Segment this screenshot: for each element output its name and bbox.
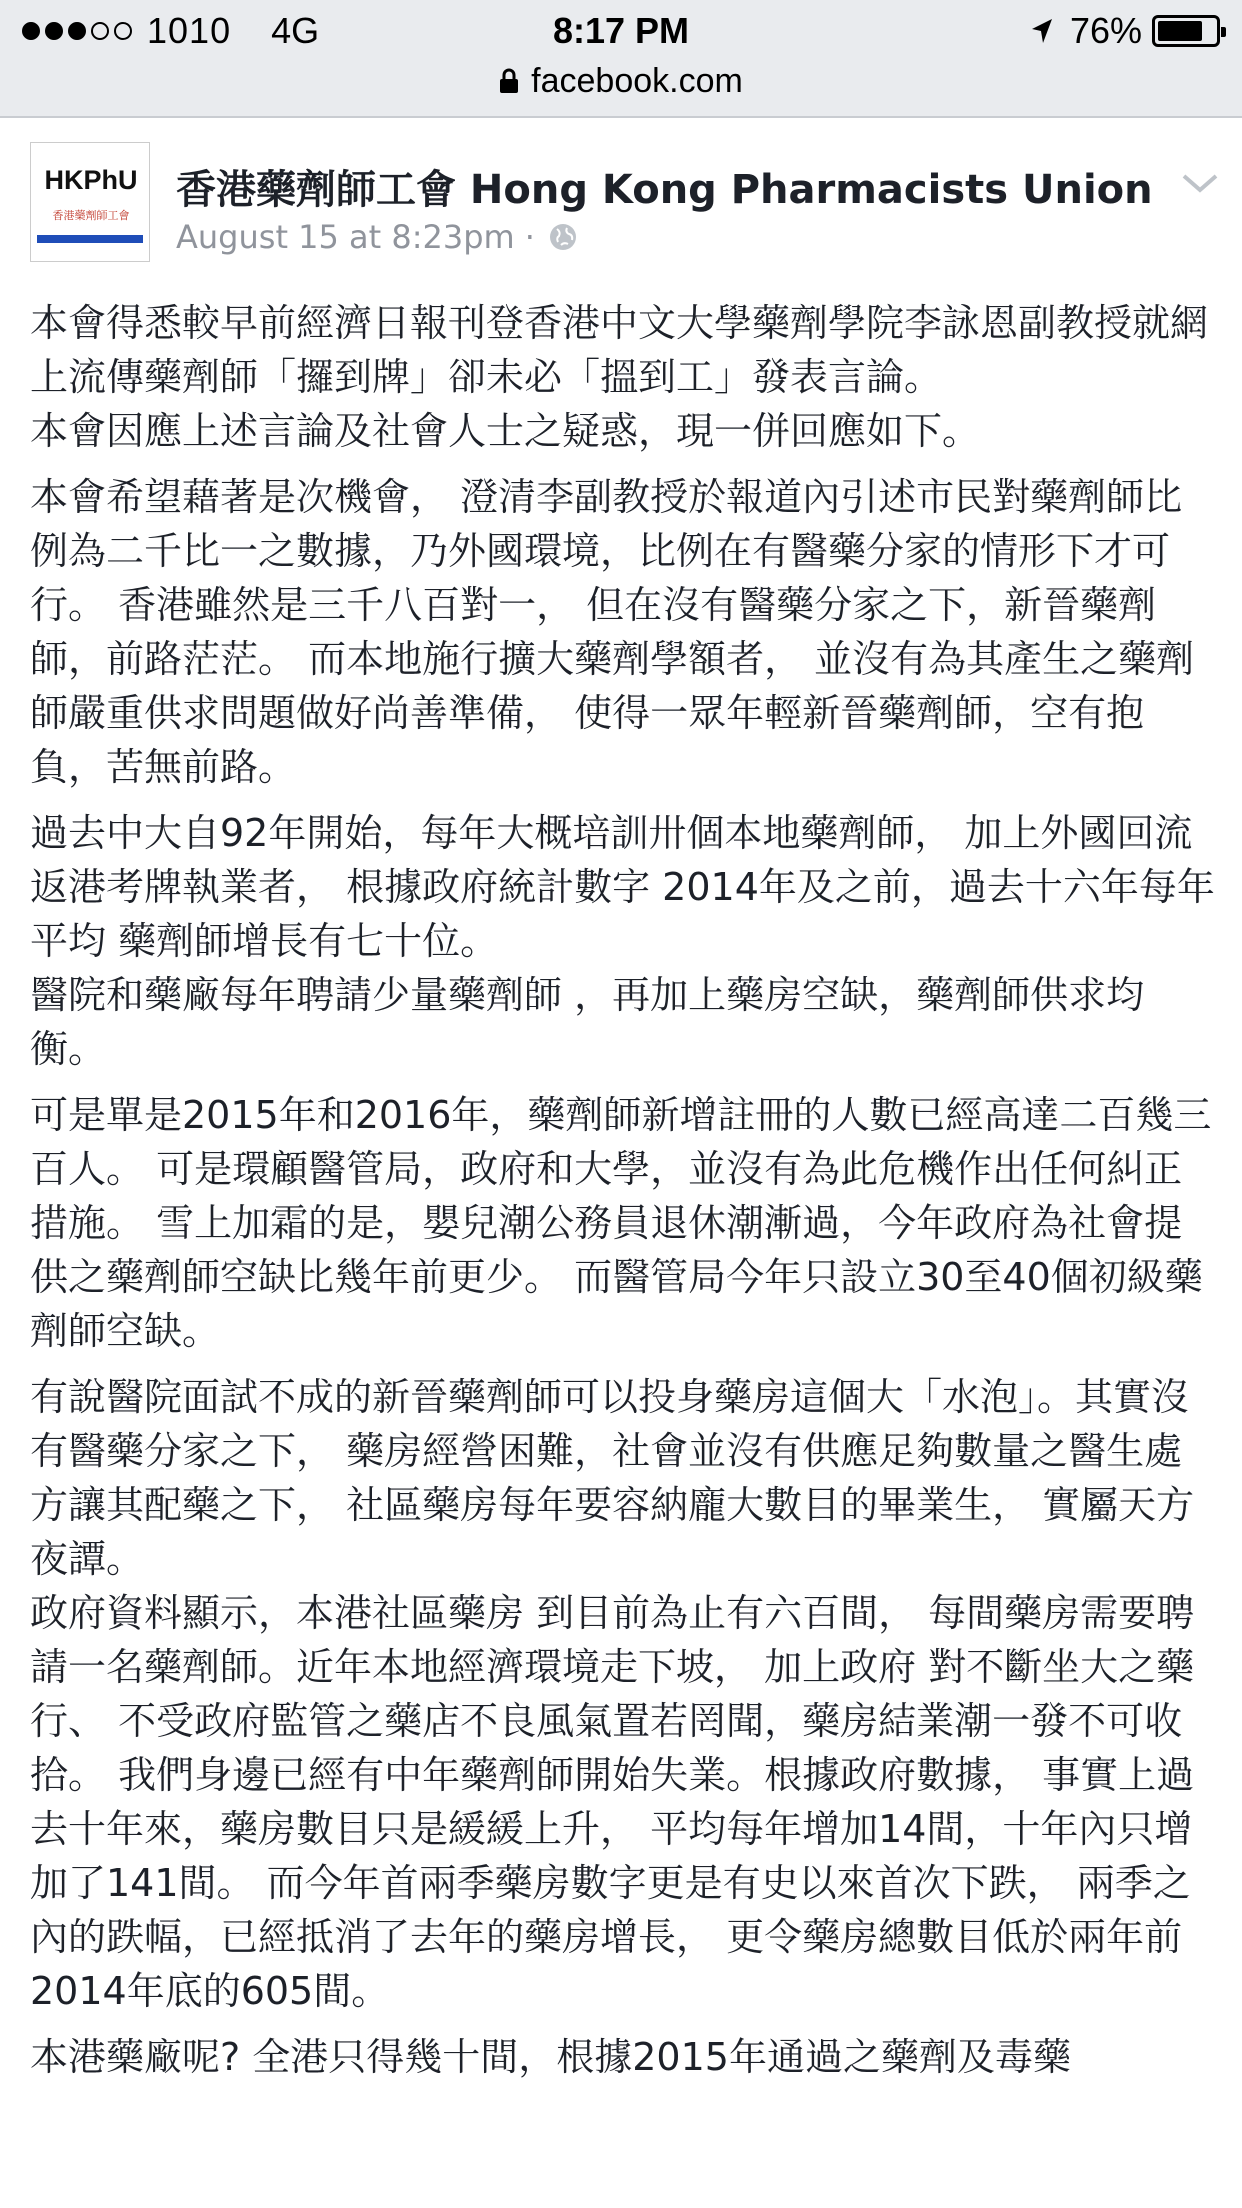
post-paragraph: 本會希望藉著是次機會， 澄清李副教授於報道內引述市民對藥劑師比例為二千比一之數據，乃外國環境，比例在有醫藥分家的情形下才可行。 香港雖然是三千八百對一， 但在沒有醫藥分家之下，新晉藥劑師，前路茫茫。 而本地施行擴大藥劑學額者， 並沒有為其產生之藥劑師嚴重供求問題做好尚善準備， 使得一眾年輕新晉藥劑師，空有抱負，苦無前路。 (30, 475, 1195, 789)
post-paragraph: 可是單是2015年和2016年，藥劑師新增註冊的人數已經高達二百幾三百人。 可是環顧醫管局，政府和大學，並沒有為此危機作出任何糾正措施。 雪上加霜的是，嬰兒潮公務員退休潮漸過，今年政府為社會提供之藥劑師空缺比幾年前更少。 而醫管局今年只設立30至40個初級藥劑師空缺。 (30, 1093, 1212, 1353)
post-timestamp[interactable]: August 15 at 8:23pm (176, 218, 515, 256)
chevron-down-icon[interactable] (1180, 168, 1220, 198)
globe-icon (549, 223, 577, 251)
post-paragraph: 本港藥廠呢? 全港只得幾十間，根據2015年通過之藥劑及毒藥 (30, 2035, 1071, 2079)
carrier-name: 1010 (147, 10, 232, 51)
browser-top-bar (0, 0, 1242, 118)
post-paragraph: 本會得悉較早前經濟日報刊登香港中文大學藥劑學院李詠恩副教授就網上流傳藥劑師「攞到牌」卻未必「搵到工」發表言論。 本會因應上述言論及社會人士之疑惑，現一併回應如下。 (30, 301, 1209, 453)
page-avatar[interactable] (30, 142, 150, 262)
post-body (30, 296, 1220, 2096)
status-time: 8:17 PM (552, 10, 690, 51)
lock-icon (499, 68, 519, 94)
network-type: 4G (271, 10, 320, 51)
battery-tip (1221, 27, 1226, 37)
page-name-link[interactable]: 香港藥劑師工會 Hong Kong Pharmacists Union (176, 167, 1153, 213)
post-paragraph: 過去中大自92年開始，每年大概培訓卅個本地藥劑師， 加上外國回流返港考牌執業者， 根據政府統計數字 2014年及之前，過去十六年每年平均 藥劑師增長有七十位。 醫院和藥廠每年聘請少量藥劑師 ，再加上藥房空缺，藥劑師供求均衡。 (30, 811, 1215, 1071)
battery-fill (1158, 21, 1202, 41)
post-meta (176, 218, 577, 256)
battery-percent: 76% (1069, 10, 1142, 51)
meta-separator: · (524, 218, 535, 256)
status-right (1030, 10, 1220, 52)
url-bar[interactable] (0, 58, 1242, 104)
status-bar (0, 0, 1242, 62)
battery-icon (1152, 15, 1220, 47)
logo-subtext: 香港藥劑師工會 (52, 209, 130, 222)
url-domain: facebook.com (531, 61, 743, 100)
location-arrow-icon (1030, 17, 1054, 45)
logo-bar (37, 235, 143, 243)
post-paragraph: 有說醫院面試不成的新晉藥劑師可以投身藥房這個大「水泡」。其實沒有醫藥分家之下， 藥房經營困難，社會並沒有供應足夠數量之醫生處方讓其配藥之下， 社區藥房每年要容納龐大數目的畢業生， 實屬天方夜譚。 政府資料顯示，本港社區藥房 到目前為止有六百間， 每間藥房需要聘請一名藥劑師。近年本地經濟環境走下坡， 加上政府 對不斷坐大之藥行、 不受政府監管之藥店不良風氣置若罔聞，藥房結業潮一發不可收拾。 我們身邊已經有中年藥劑師開始失業。根據政府數據， 事實上過去十年來，藥房數目只是緩緩上升， 平均每年增加14間，十年內只增加了141間。 而今年首兩季藥房數字更是有史以來首次下跌， 兩季之內的跌幅，已經抵消了去年的藥房增長， 更令藥房總數目低於兩年前 2014年底的605間。 (30, 1375, 1195, 2013)
logo-text: HKPhU (44, 165, 138, 195)
post-header (30, 142, 1220, 272)
